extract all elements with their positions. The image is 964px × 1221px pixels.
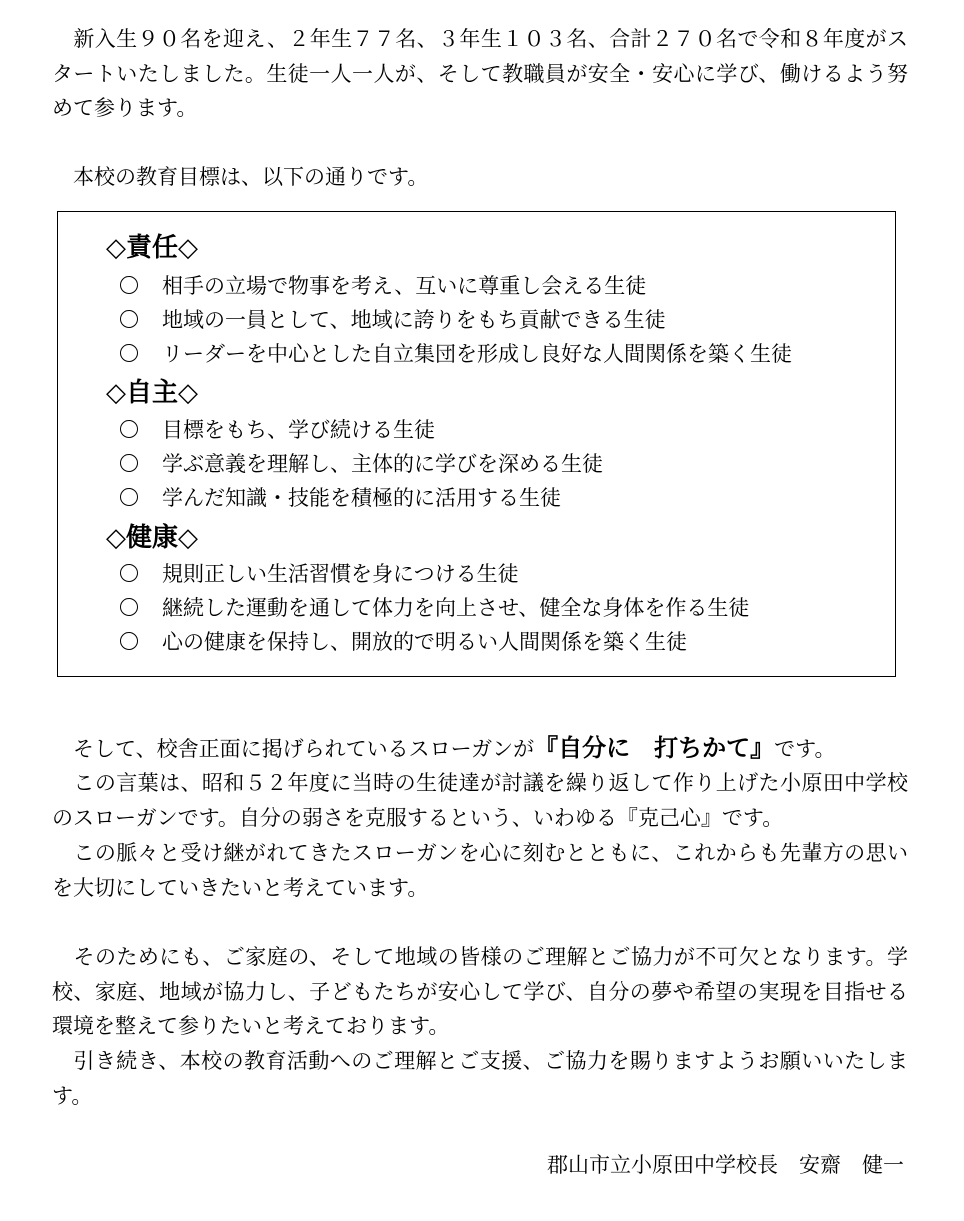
intro-goal-lead: 本校の教育目標は、以下の通りです。 [52,165,429,189]
slogan-text: 『自分に 打ちかて』 [534,734,775,762]
goal-item: 地域の一員として、地域に誇りをもち貢献できる生徒 [120,303,666,337]
circle-bullet-icon [120,310,138,328]
circle-bullet-icon [120,488,138,506]
circle-bullet-icon [120,598,138,616]
circle-bullet-icon [120,420,138,438]
goal-item: 継続した運動を通して体力を向上させ、健全な身体を作る生徒 [120,591,749,625]
circle-bullet-icon [120,564,138,582]
goal-item: リーダーを中心とした自立集団を形成し良好な人間関係を築く生徒 [120,337,792,371]
slogan-origin-paragraph: この言葉は、昭和５２年度に当時の生徒達が討議を繰り返して作り上げた小原田中学校のスローガンです。自分の弱さを克服するという、いわゆる『克己心』です。 [52,771,908,830]
goal-item: 学ぶ意義を理解し、主体的に学びを深める生徒 [120,447,603,481]
slogan-paragraph: そして、校舎正面に掲げられているスローガンが『自分に 打ちかて』です。 [52,734,836,762]
goal-item: 目標をもち、学び続ける生徒 [120,413,435,447]
education-goals-box [57,211,896,677]
goal-item: 規則正しい生活習慣を身につける生徒 [120,557,519,591]
principal-signature: 郡山市立小原田中学校長 安齋 健一 [547,1153,904,1177]
intro-paragraph: 新入生９０名を迎え、２年生７７名、３年生１０３名、合計２７０名で令和８年度がスタートいたしました。生徒一人一人が、そして教職員が安全・安心に学び、働けるよう努めて参ります。 [52,27,908,120]
closing-request-paragraph: 引き続き、本校の教育活動へのご理解とご支援、ご協力を賜りますようお願いいたします。 [52,1049,909,1108]
circle-bullet-icon [120,276,138,294]
goal-item: 相手の立場で物事を考え、互いに尊重し会える生徒 [120,269,646,303]
circle-bullet-icon [120,344,138,362]
goal-category-autonomy: ◇自主◇ [106,378,198,408]
closing-paragraph: そのためにも、ご家庭の、そして地域の皆様のご理解とご協力が不可欠となります。学校、家庭、地域が協力し、子どもたちが安心して学び、自分の夢や希望の実現を目指せる環境を整えて参りたいと考えております。 [52,945,908,1038]
slogan-heritage-paragraph: この脈々と受け継がれてきたスローガンを心に刻むとともに、これからも先輩方の思いを大切にしていきたいと考えています。 [52,841,908,900]
circle-bullet-icon [120,454,138,472]
circle-bullet-icon [120,632,138,650]
goal-item: 心の健康を保持し、開放的で明るい人間関係を築く生徒 [120,625,687,659]
goal-item: 学んだ知識・技能を積極的に活用する生徒 [120,481,561,515]
goal-category-health: ◇健康◇ [106,523,198,553]
goal-category-responsibility: ◇責任◇ [106,233,198,263]
